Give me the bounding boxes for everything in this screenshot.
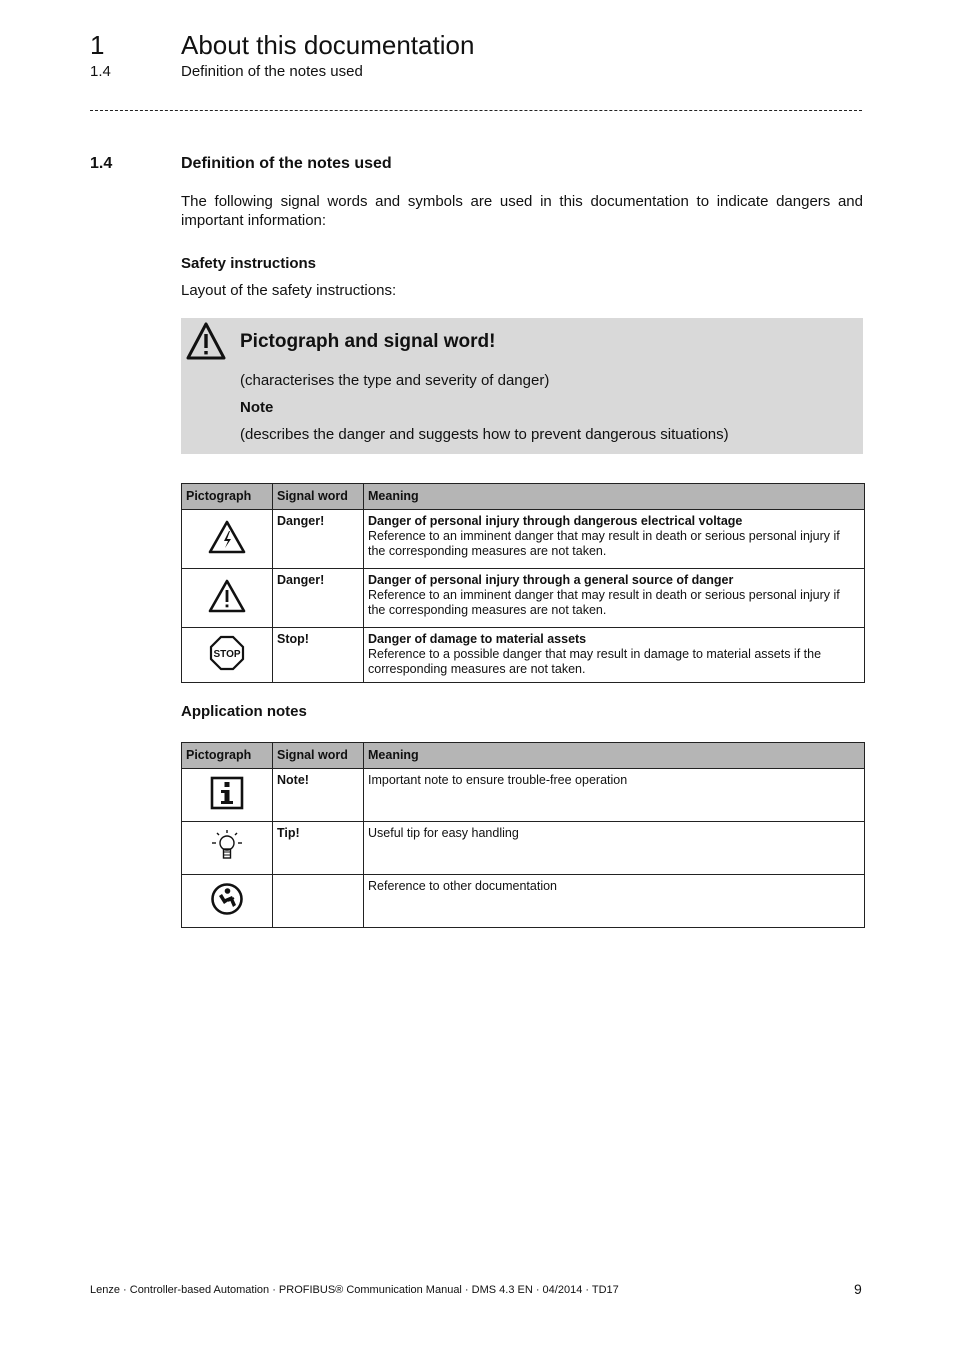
- safety-instructions-table: [181, 483, 865, 683]
- meaning-title: Danger of personal injury through a general source of danger: [368, 573, 734, 587]
- pictograph-cell: [182, 875, 273, 928]
- column-header-signal-word: Signal word: [273, 743, 364, 769]
- application-notes-table: [181, 742, 865, 928]
- table-row: [182, 569, 865, 628]
- section-number: 1.4: [90, 155, 113, 172]
- section-title: Definition of the notes used: [181, 155, 392, 172]
- general-danger-warning-icon: [208, 579, 246, 613]
- info-icon: [210, 776, 244, 810]
- column-header-signal-word: Signal word: [273, 484, 364, 510]
- safety-box-description-text: (describes the danger and suggests how to prevent dangerous situations): [240, 426, 729, 443]
- safety-box-note-label: Note: [240, 399, 274, 416]
- signal-word-cell: [273, 875, 364, 928]
- page-footer: Lenze · Controller-based Automation · PROFIBUS® Communication Manual · DMS 4.3 EN · 04/2014 · TD17: [90, 1284, 619, 1296]
- table-row: [182, 510, 865, 569]
- pictograph-cell: [182, 769, 273, 822]
- column-header-meaning: Meaning: [364, 743, 865, 769]
- pictograph-cell: [182, 569, 273, 628]
- pictograph-cell: [182, 510, 273, 569]
- signal-word-cell: Danger!: [273, 569, 364, 628]
- meaning-title: Danger of damage to material assets: [368, 632, 587, 646]
- intro-paragraph: The following signal words and symbols are used in this documentation to indicate dangers and important information:: [181, 193, 863, 229]
- reference-documentation-icon: [210, 882, 244, 916]
- table-row: [182, 628, 865, 683]
- meaning-cell: [364, 569, 865, 628]
- table-row: [182, 769, 865, 822]
- safety-instructions-heading: Safety instructions: [181, 255, 317, 272]
- chapter-title: About this documentation: [181, 30, 475, 60]
- meaning-cell: Useful tip for easy handling: [364, 822, 865, 875]
- signal-word-cell: Tip!: [273, 822, 364, 875]
- table-header-row: [182, 484, 865, 510]
- electrical-voltage-warning-icon: [208, 520, 246, 554]
- meaning-cell: [364, 628, 865, 683]
- chapter-number: 1: [90, 30, 105, 60]
- page-number: 9: [854, 1281, 862, 1297]
- pictograph-cell: [182, 822, 273, 875]
- warning-triangle-icon: [185, 321, 227, 361]
- header-section-number: 1.4: [90, 63, 111, 80]
- meaning-text: Reference to a possible danger that may result in damage to material assets if the corresponding measures are not taken.: [368, 647, 822, 676]
- safety-box-title: Pictograph and signal word!: [240, 331, 496, 352]
- safety-layout-box: [181, 318, 863, 454]
- safety-box-type-text: (characterises the type and severity of danger): [240, 372, 550, 389]
- stop-sign-icon: [209, 635, 245, 671]
- safety-layout-text: Layout of the safety instructions:: [181, 282, 397, 299]
- meaning-title: Danger of personal injury through dangerous electrical voltage: [368, 514, 743, 528]
- application-notes-heading: Application notes: [181, 703, 307, 720]
- lightbulb-tip-icon: [209, 828, 245, 864]
- column-header-pictograph: Pictograph: [182, 743, 273, 769]
- signal-word-cell: Stop!: [273, 628, 364, 683]
- pictograph-cell: [182, 628, 273, 683]
- table-row: [182, 875, 865, 928]
- table-row: [182, 822, 865, 875]
- meaning-cell: Important note to ensure trouble-free operation: [364, 769, 865, 822]
- header-divider: [90, 110, 862, 111]
- meaning-text: Reference to an imminent danger that may result in death or serious personal injury if the corresponding measures are not taken.: [368, 588, 840, 617]
- meaning-cell: Reference to other documentation: [364, 875, 865, 928]
- signal-word-cell: Note!: [273, 769, 364, 822]
- svg-text:STOP: STOP: [213, 649, 241, 660]
- meaning-cell: [364, 510, 865, 569]
- column-header-meaning: Meaning: [364, 484, 865, 510]
- column-header-pictograph: Pictograph: [182, 484, 273, 510]
- table-header-row: [182, 743, 865, 769]
- signal-word-cell: Danger!: [273, 510, 364, 569]
- header-section-title: Definition of the notes used: [181, 63, 363, 80]
- meaning-text: Reference to an imminent danger that may result in death or serious personal injury if the corresponding measures are not taken.: [368, 529, 840, 558]
